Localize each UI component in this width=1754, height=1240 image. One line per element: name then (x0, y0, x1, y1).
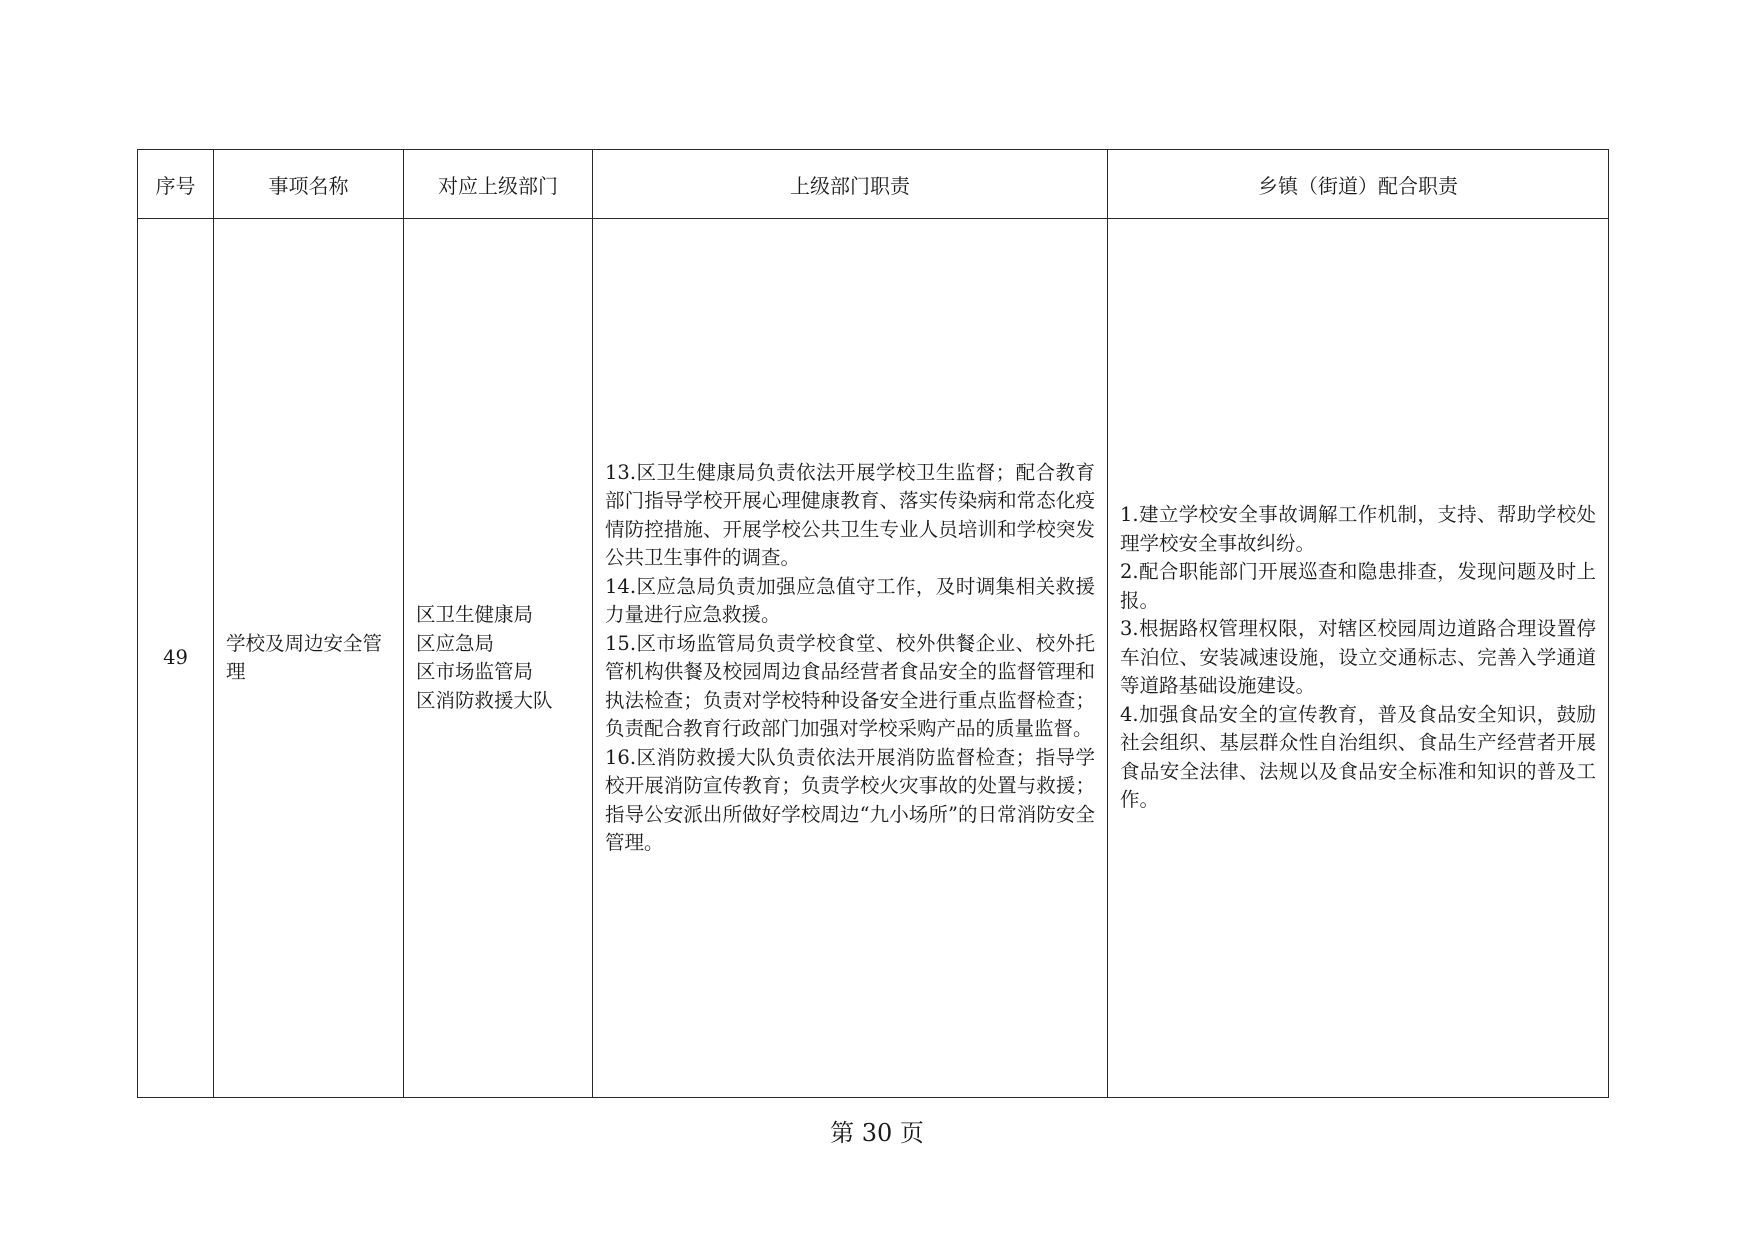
row-department-duties (593, 219, 1108, 1098)
table-row (138, 219, 1609, 1098)
header-item-name: 事项名称 (214, 150, 404, 219)
header-township-assist-duty: 乡镇（街道）配合职责 (1108, 150, 1609, 219)
duty-paragraph: 14.区应急局负责加强应急值守工作，及时调集相关救援力量进行应急救援。 (605, 574, 1095, 626)
table-header-row (138, 150, 1609, 219)
header-department: 对应上级部门 (404, 150, 593, 219)
header-no: 序号 (138, 150, 214, 219)
duty-paragraph: 16.区消防救援大队负责依法开展消防监督检查；指导学校开展消防宣传教育；负责学校火灾事故的处置与救援；指导公安派出所做好学校周边“九小场所”的日常消防安全管理。 (605, 745, 1095, 854)
department-item: 区应急局 (416, 631, 495, 655)
row-township-assist-duties (1108, 219, 1609, 1098)
assist-paragraph: 1.建立学校安全事故调解工作机制，支持、帮助学校处理学校安全事故纠纷。 (1120, 503, 1596, 555)
page-number: 第 30 页 (830, 1119, 924, 1147)
row-no: 49 (138, 219, 214, 1098)
row-departments (404, 219, 593, 1098)
department-item: 区消防救援大队 (416, 688, 553, 712)
assist-paragraph: 3.根据路权管理权限，对辖区校园周边道路合理设置停车泊位、安装减速设施，设立交通标志、完善入学通道等道路基础设施建设。 (1120, 617, 1596, 698)
row-item-name: 学校及周边安全管理 (214, 219, 404, 1098)
department-item: 区卫生健康局 (416, 603, 534, 626)
assist-paragraph: 2.配合职能部门开展巡查和隐患排查，发现问题及时上报。 (1120, 560, 1596, 612)
duty-paragraph: 15.区市场监管局负责学校食堂、校外供餐企业、校外托管机构供餐及校园周边食品经营者食品安全的监督管理和执法检查；负责对学校特种设备安全进行重点监督检查；负责配合教育行政部门加强对学校采购产品的质量监督。 (605, 631, 1095, 740)
duty-paragraph: 13.区卫生健康局负责依法开展学校卫生监督；配合教育部门指导学校开展心理健康教育、落实传染病和常态化疫情防控措施、开展学校公共卫生专业人员培训和学校突发公共卫生事件的调查。 (605, 460, 1095, 569)
responsibility-table (137, 149, 1609, 1098)
header-department-duty: 上级部门职责 (593, 150, 1108, 219)
department-item: 区市场监管局 (416, 660, 534, 683)
assist-paragraph: 4.加强食品安全的宣传教育，普及食品安全知识，鼓励社会组织、基层群众性自治组织、食品生产经营者开展食品安全法律、法规以及食品安全标准和知识的普及工作。 (1120, 702, 1596, 812)
